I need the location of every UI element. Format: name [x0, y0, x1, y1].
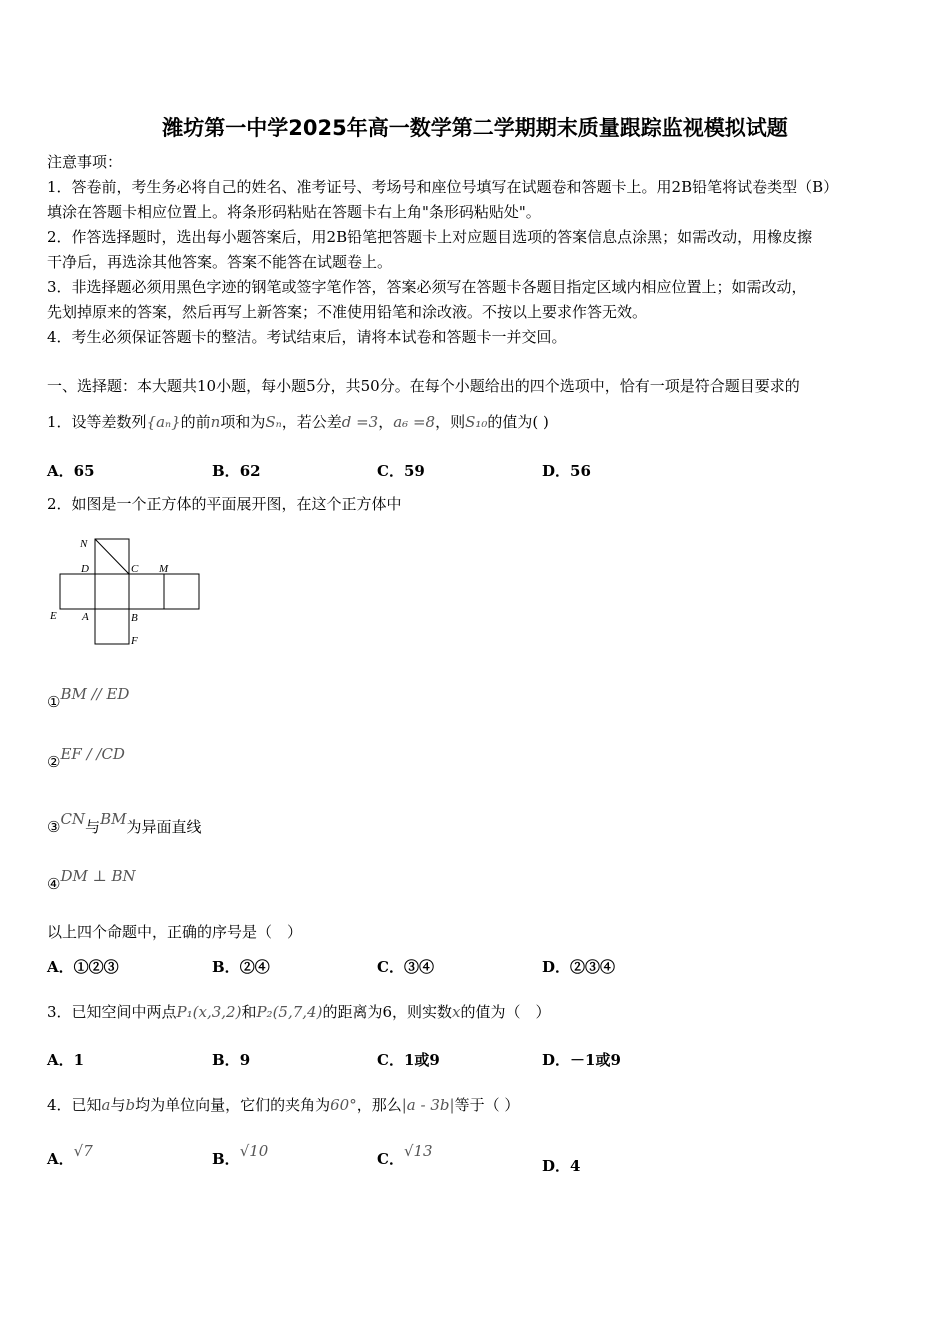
label-d: D [81, 563, 89, 575]
q2-prop-2: ②EF / /CD [47, 745, 125, 771]
q4-option-a[interactable]: A．√7 [47, 1142, 93, 1168]
label-b: B [131, 612, 138, 624]
net-square-left [60, 574, 95, 609]
notice-line-2: 填涂在答题卡相应位置上。将条形码粘贴在答题卡右上角"条形码粘贴处"。 [47, 203, 541, 221]
q2-prop-4: ④DM ⊥ BN [47, 867, 136, 893]
q3-math-p1: P₁(x,3,2) [176, 1003, 242, 1021]
q2-ask: 以上四个命题中，正确的序号是（ ） [47, 923, 303, 941]
q2-prop-3: ③CN与BM为异面直线 [47, 810, 202, 836]
question-3: 3．已知空间中两点P₁(x,3,2)和P₂(5,7,4)的距离为6，则实数x的值为（ ） [47, 1003, 551, 1021]
notice-line-6: 先划掉原来的答案，然后再写上新答案；不准使用铅笔和涂改液。不按以上要求作答无效。 [47, 303, 648, 321]
q1-option-c[interactable]: C．59 [377, 462, 425, 480]
q1-text: ， [378, 413, 394, 431]
q1-option-d[interactable]: D．56 [542, 462, 591, 480]
section-heading: 一、选择题：本大题共10小题，每小题5分，共50分。在每个小题给出的四个选项中，恰有一项是符合题目要求的 [47, 377, 800, 395]
q3-option-b[interactable]: B．9 [212, 1051, 251, 1069]
question-4: 4．已知a与b均为单位向量，它们的夹角为60°，那么|a - 3b|等于（ ） [47, 1096, 520, 1114]
notice-line-4: 干净后，再选涂其他答案。答案不能答在试题卷上。 [47, 253, 393, 271]
q1-math-an: {aₙ} [146, 413, 181, 431]
net-square-right [129, 574, 164, 609]
q4-math-angle: 60° [330, 1096, 357, 1114]
q1-text: ，若公差 [281, 413, 342, 431]
q1-math-d: d =3 [341, 413, 379, 431]
q2-option-b[interactable]: B．②④ [212, 958, 270, 976]
label-n: N [80, 538, 88, 550]
q2-prop-1: ①BM // ED [47, 685, 130, 711]
q1-text: ，则 [435, 413, 466, 431]
q4-math-b: b [125, 1096, 136, 1114]
q3-option-c[interactable]: C．1或9 [377, 1051, 440, 1069]
net-square-center [95, 574, 129, 609]
notice-line-1: 1．答卷前，考生务必将自己的姓名、准考证号、考场号和座位号填写在试题卷和答题卡上。用2B铅笔将试卷类型（B） [47, 178, 839, 196]
q3-math-x: x [452, 1003, 461, 1021]
q4-option-b[interactable]: B．√10 [212, 1142, 269, 1168]
cube-net-figure [45, 530, 210, 650]
notice-line-7: 4．考生必须保证答题卡的整洁。考试结束后，请将本试卷和答题卡一并交回。 [47, 328, 567, 346]
label-f: F [131, 635, 138, 647]
notice-line-3: 2．作答选择题时，选出每小题答案后，用2B铅笔把答题卡上对应题目选项的答案信息点涂黑；如需改动，用橡皮擦 [47, 228, 813, 246]
q1-option-b[interactable]: B．62 [212, 462, 261, 480]
q2-option-c[interactable]: C．③④ [377, 958, 434, 976]
label-a: A [82, 611, 89, 623]
q4-math-abs: |a - 3b| [401, 1096, 455, 1114]
q3-option-a[interactable]: A．1 [47, 1051, 85, 1069]
q1-text: 的前 [180, 413, 211, 431]
q4-math-a: a [101, 1096, 111, 1114]
q1-math-n: n [210, 413, 221, 431]
label-e: E [50, 610, 57, 622]
notice-heading: 注意事项： [47, 153, 123, 171]
q3-math-p2: P₂(5,7,4) [256, 1003, 323, 1021]
q1-math-a6: a₆ =8 [393, 413, 436, 431]
q1-option-a[interactable]: A．65 [47, 462, 95, 480]
q2-option-a[interactable]: A．①②③ [47, 958, 119, 976]
question-1 [47, 410, 549, 435]
q1-text: 1．设等差数列 [47, 413, 147, 431]
net-diagonal [95, 539, 129, 574]
q1-math-s10: S₁₀ [465, 413, 488, 431]
q1-text: 的值为( ) [487, 413, 549, 431]
net-square-bottom [95, 609, 129, 644]
question-2-stem: 2．如图是一个正方体的平面展开图，在这个正方体中 [47, 495, 402, 513]
q4-option-d[interactable]: D．4 [542, 1157, 581, 1175]
q2-option-d[interactable]: D．②③④ [542, 958, 616, 976]
page-title: 潍坊第一中学2025年高一数学第二学期期末质量跟踪监视模拟试题 [162, 116, 788, 140]
q4-option-c[interactable]: C．√13 [377, 1142, 433, 1168]
label-c: C [131, 563, 139, 575]
q3-option-d[interactable]: D．－1或9 [542, 1051, 621, 1069]
net-square-far-right [164, 574, 199, 609]
label-m: M [159, 563, 169, 575]
q1-math-sn: Sₙ [265, 413, 282, 431]
notice-line-5: 3．非选择题必须用黑色字迹的钢笔或签字笔作答，答案必须写在答题卡各题目指定区域内相应位置上；如需改动， [47, 278, 807, 296]
q1-text: 项和为 [220, 413, 266, 431]
